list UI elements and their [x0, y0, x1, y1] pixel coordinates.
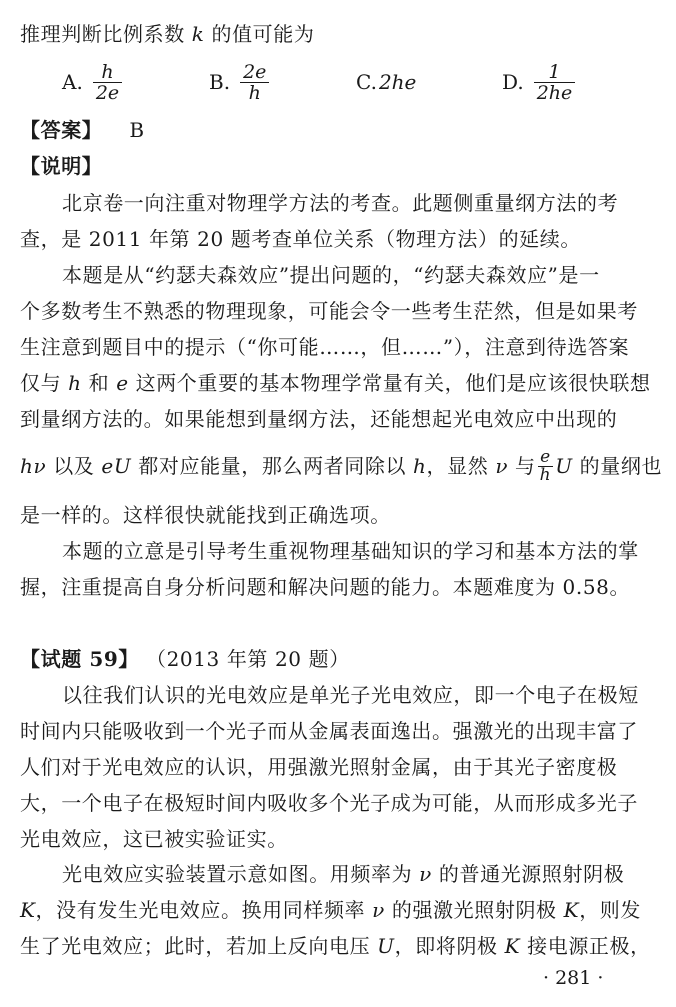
option-a-fraction: $\frac{h}{2e}$: [93, 62, 122, 103]
paragraph-line: 生了光电效应；此时，若加上反向电压 U，即将阴极 K 接电源正极，: [20, 934, 651, 958]
paragraph-line: 本题是从“约瑟夫森效应”提出问题的，“约瑟夫森效应”是一: [62, 263, 600, 287]
answer-line: 【答案】 B: [20, 118, 145, 142]
paragraph-line: 光电效应实验装置示意如图。用频率为 ν 的普通光源照射阴极: [62, 862, 625, 886]
option-b: B. $\frac{2e}{h}$: [209, 58, 271, 106]
paragraph-line: 生注意到题目中的提示（“你可能……，但……”），注意到待选答案: [20, 335, 630, 359]
paragraph-line: 时间内只能吸收到一个光子而从金属表面逸出。强激光的出现丰富了: [20, 719, 638, 743]
option-b-fraction: $\frac{2e}{h}$: [240, 62, 269, 103]
paragraph-line: 个多数考生不熟悉的物理现象，可能会令一些考生茫然，但是如果考: [20, 299, 638, 323]
paragraph-line: 本题的立意是引导考生重视物理基础知识的学习和基本方法的掌: [62, 539, 639, 563]
paragraph-line: 仅与 h 和 e 这两个重要的基本物理学常量有关，他们是应该很快联想: [20, 371, 651, 395]
paragraph-line: 人们对于光电效应的认识，用强激光照射金属，由于其光子密度极: [20, 755, 618, 779]
paragraph-line: 到量纲方法的。如果能想到量纲方法，还能想起光电效应中出现的: [20, 407, 618, 431]
question-stem-line: 推理判断比例系数 k 的值可能为: [20, 22, 315, 46]
paragraph-line: 以往我们认识的光电效应是单光子光电效应，即一个电子在极短: [62, 683, 639, 707]
option-c: C. 2he: [356, 70, 417, 94]
paragraph-line-with-fraction: hν 以及 eU 都对应能量，那么两者同除以 h ，显然 ν 与 $\frac{e}{h}$ U 的量纲也: [20, 446, 663, 485]
paragraph-line: 大，一个电子在极短时间内吸收多个光子成为可能，从而形成多光子: [20, 791, 638, 815]
paragraph-line: 光电效应，这已被实验证实。: [20, 827, 288, 851]
paragraph-line: K，没有发生光电效应。换用同样频率 ν 的强激光照射阴极 K，则发: [20, 898, 641, 922]
page-number: · 281 ·: [543, 967, 604, 989]
e-over-h-fraction: $\frac{e}{h}$: [539, 446, 552, 485]
paragraph-line: 握，注重提高自身分析问题和解决问题的能力。本题难度为 0.58。: [20, 575, 631, 599]
paragraph-line: 北京卷一向注重对物理学方法的考查。此题侧重量纲方法的考: [62, 191, 619, 215]
explanation-heading: 【说明】: [20, 154, 103, 178]
paragraph-line: 查，是 2011 年第 20 题考查单位关系（物理方法）的延续。: [20, 227, 581, 251]
option-a: A. $\frac{h}{2e}$: [62, 58, 124, 106]
option-d: D. $\frac{1}{2he}$: [502, 58, 577, 106]
question-59-heading: 【试题 59】 （2013 年第 20 题）: [20, 647, 350, 671]
option-d-fraction: $\frac{1}{2he}$: [534, 62, 576, 103]
paragraph-line: 是一样的。这样很快就能找到正确选项。: [20, 503, 391, 527]
